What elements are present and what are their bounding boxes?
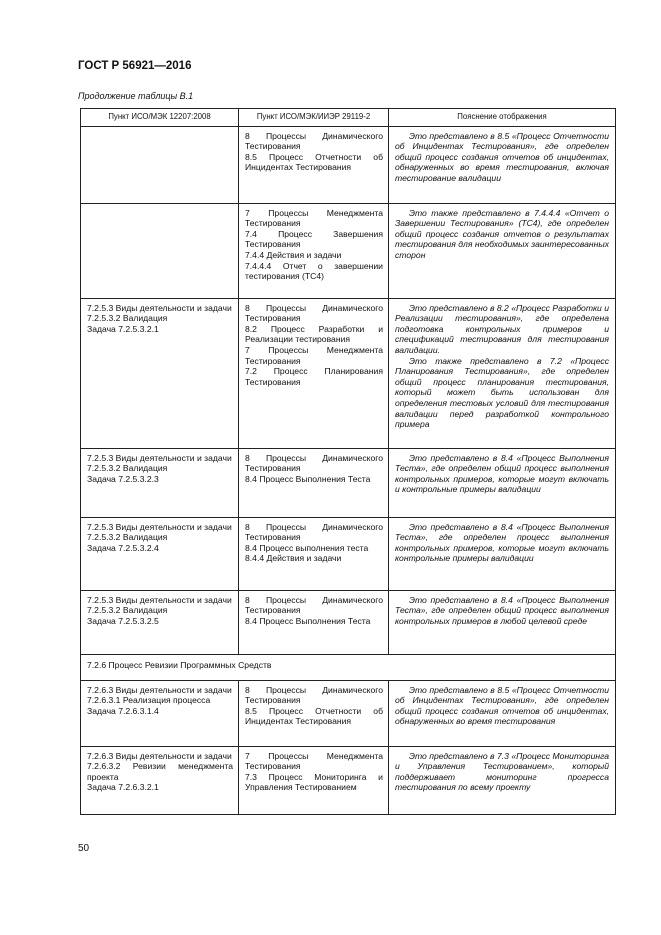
explanation-cell xyxy=(389,680,616,746)
iso-29119-cell xyxy=(239,746,389,814)
explanation-cell xyxy=(389,203,616,298)
iso-12207-cell xyxy=(81,298,239,448)
clause-line: Задача 7.2.6.3.1.4 xyxy=(87,705,159,716)
section-row xyxy=(81,654,616,680)
clause-line: 7.2.6.3.2 Ревизии менеджмента проекта xyxy=(87,761,233,782)
mapping-table xyxy=(80,108,616,815)
iso-12207-cell xyxy=(81,590,239,654)
table-row xyxy=(81,590,616,654)
iso-12207-cell xyxy=(81,126,239,203)
clause-line: 8 Процессы Динамического Тестирования xyxy=(245,594,383,616)
clause-line: 7.2 Процесс Планирования Тестирования xyxy=(245,366,383,387)
table-caption: Продолжение таблицы В.1 xyxy=(78,91,194,101)
iso-29119-cell xyxy=(239,448,389,517)
table-row xyxy=(81,680,616,746)
table-row xyxy=(81,517,616,590)
clause-line: 7.2.5.3 Виды деятельности и задачи xyxy=(87,302,232,313)
clause-line: 7.2.5.3 Виды деятельности и задачи xyxy=(87,452,232,463)
explanation-cell xyxy=(389,126,616,203)
clause-line: 8 Процессы Динамического Тестирования xyxy=(245,130,383,152)
iso-12207-cell xyxy=(81,517,239,590)
table-row xyxy=(81,126,616,203)
clause-line: Задача 7.2.5.3.2.5 xyxy=(87,615,159,626)
clause-line: 7.4 Процесс Завершения Тестирования xyxy=(245,228,383,250)
explanation-paragraph: Это представлено в 8.5 «Процесс Отчетности об Инцидентах Тестирования», где определен общий процесс создания отчетов об инцидентах, обнаруженных во время тестирования xyxy=(395,684,609,727)
clause-line: 8 Процессы Динамического Тестирования xyxy=(245,302,383,324)
iso-12207-cell xyxy=(81,203,239,298)
iso-29119-cell xyxy=(239,126,389,203)
clause-line: 7.2.5.3.2 Валидация xyxy=(87,463,168,474)
explanation-cell xyxy=(389,298,616,448)
clause-line: 8.5 Процесс Отчетности об Инцидентах Тестирования xyxy=(245,151,383,173)
clause-line: 7.4.4.4 Отчет о завершении тестирования (ТС4) xyxy=(245,260,383,282)
table-header-row xyxy=(81,109,616,127)
column-header: Пояснение отображения xyxy=(389,109,616,127)
clause-line: 8 Процессы Динамического Тестирования xyxy=(245,521,383,543)
explanation-cell xyxy=(389,746,616,814)
clause-line: 7 Процессы Менеджмента Тестирования xyxy=(245,207,383,229)
column-header: Пункт ИСО/МЭК/ИИЭР 29119-2 xyxy=(239,109,389,127)
clause-line: Задача 7.2.5.3.2.3 xyxy=(87,473,159,484)
clause-line: 8.4 Процесс Выполнения Теста xyxy=(245,473,371,484)
iso-29119-cell xyxy=(239,517,389,590)
iso-29119-cell xyxy=(239,590,389,654)
explanation-paragraph: Это представлено в 8.4 «Процесс Выполнения Теста», где определен процесс выполнения контрольных примеров, которые могут включать контрольные примеры валидации xyxy=(395,521,609,564)
iso-29119-cell xyxy=(239,203,389,298)
clause-line: 7 Процессы Менеджмента Тестирования xyxy=(245,750,383,772)
iso-12207-cell xyxy=(81,680,239,746)
explanation-cell xyxy=(389,590,616,654)
clause-line: 8 Процессы Динамического Тестирования xyxy=(245,452,383,474)
section-title: 7.2.6 Процесс Ревизии Программных Средств xyxy=(81,654,616,680)
clause-line: 8.4.4 Действия и задачи xyxy=(245,553,342,564)
iso-12207-cell xyxy=(81,448,239,517)
clause-line: 7.3 Процесс Мониторинга и Управления Тестированием xyxy=(245,771,383,793)
clause-line: 8.4 Процесс выполнения теста xyxy=(245,542,369,553)
explanation-cell xyxy=(389,448,616,517)
clause-line: 7.2.6.3 Виды деятельности и задачи xyxy=(87,684,232,695)
table-row xyxy=(81,203,616,298)
explanation-paragraph: Это представлено в 8.4 «Процесс Выполнения Теста», где определен общий процесс выполнения контрольных примеров в любой целевой среде xyxy=(395,594,609,626)
iso-12207-cell xyxy=(81,746,239,814)
clause-line: Задача 7.2.5.3.2.1 xyxy=(87,323,159,334)
clause-line: 7.2.6.3 Виды деятельности и задачи xyxy=(87,750,232,761)
document-header: ГОСТ Р 56921—2016 xyxy=(78,60,192,72)
table-row xyxy=(81,448,616,517)
clause-line: 7.2.5.3.2 Валидация xyxy=(87,532,168,543)
clause-line: 7.2.6.3.1 Реализация процесса xyxy=(87,695,211,706)
explanation-paragraph: Это представлено в 8.5 «Процесс Отчетности об Инцидентах Тестирования», где определен общий процесс создания отчетов об инцидентах, обнаруженных во время тестирования, включая тестирование валидации xyxy=(395,130,609,183)
clause-line: 8.4 Процесс Выполнения Теста xyxy=(245,615,371,626)
clause-line: 7.2.5.3 Виды деятельности и задачи xyxy=(87,521,232,532)
explanation-cell xyxy=(389,517,616,590)
clause-line: 8.2 Процесс Разработки и Реализации тестирования xyxy=(245,323,383,345)
page-number: 50 xyxy=(78,843,90,854)
iso-29119-cell xyxy=(239,298,389,448)
clause-line: 7.2.5.3.2 Валидация xyxy=(87,313,168,324)
clause-line: 8 Процессы Динамического Тестирования xyxy=(245,684,383,706)
explanation-paragraph: Это представлено в 8.4 «Процесс Выполнения Теста», где определен общий процесс выполнения контрольных примеров, которые могут включать и контрольные примеры валидации xyxy=(395,452,609,495)
iso-29119-cell xyxy=(239,680,389,746)
table-row xyxy=(81,746,616,814)
explanation-paragraph: Это также представлено в 7.2 «Процесс Планирования Тестирования», где определен общий процесс планирования тестирования, который может быть использован для определения тестовых условий для тестирования валидации перед разработкой контрольного примера xyxy=(395,355,609,430)
clause-line: 8.5 Процесс Отчетности об Инцидентах Тестирования xyxy=(245,705,383,727)
clause-line: 7.2.5.3 Виды деятельности и задачи xyxy=(87,594,232,605)
table-row xyxy=(81,298,616,448)
explanation-paragraph: Это представлено в 7.3 «Процесс Мониторинга и Управления Тестированием», который поддерживает мониторинг прогресса тестирования по всему проекту xyxy=(395,750,609,793)
clause-line: 7.4.4 Действия и задачи xyxy=(245,249,342,260)
column-header: Пункт ИСО/МЭК 12207:2008 xyxy=(81,109,239,127)
clause-line: Задача 7.2.5.3.2.4 xyxy=(87,542,159,553)
clause-line: 7 Процессы Менеджмента Тестирования xyxy=(245,344,383,366)
explanation-paragraph: Это представлено в 8.2 «Процесс Разработки и Реализации тестирования», где определена подготовка контрольных примеров и спецификаций тестирования для тестирования валидации. xyxy=(395,302,609,355)
clause-line: Задача 7.2.6.3.2.1 xyxy=(87,782,159,793)
explanation-paragraph: Это также представлено в 7.4.4.4 «Отчет о Завершении Тестирования» (ТС4), где определен общий процесс создания отчетов о результатах тестирования для необходимых заинтересованных сторон xyxy=(395,207,609,260)
clause-line: 7.2.5.3.2 Валидация xyxy=(87,605,168,616)
